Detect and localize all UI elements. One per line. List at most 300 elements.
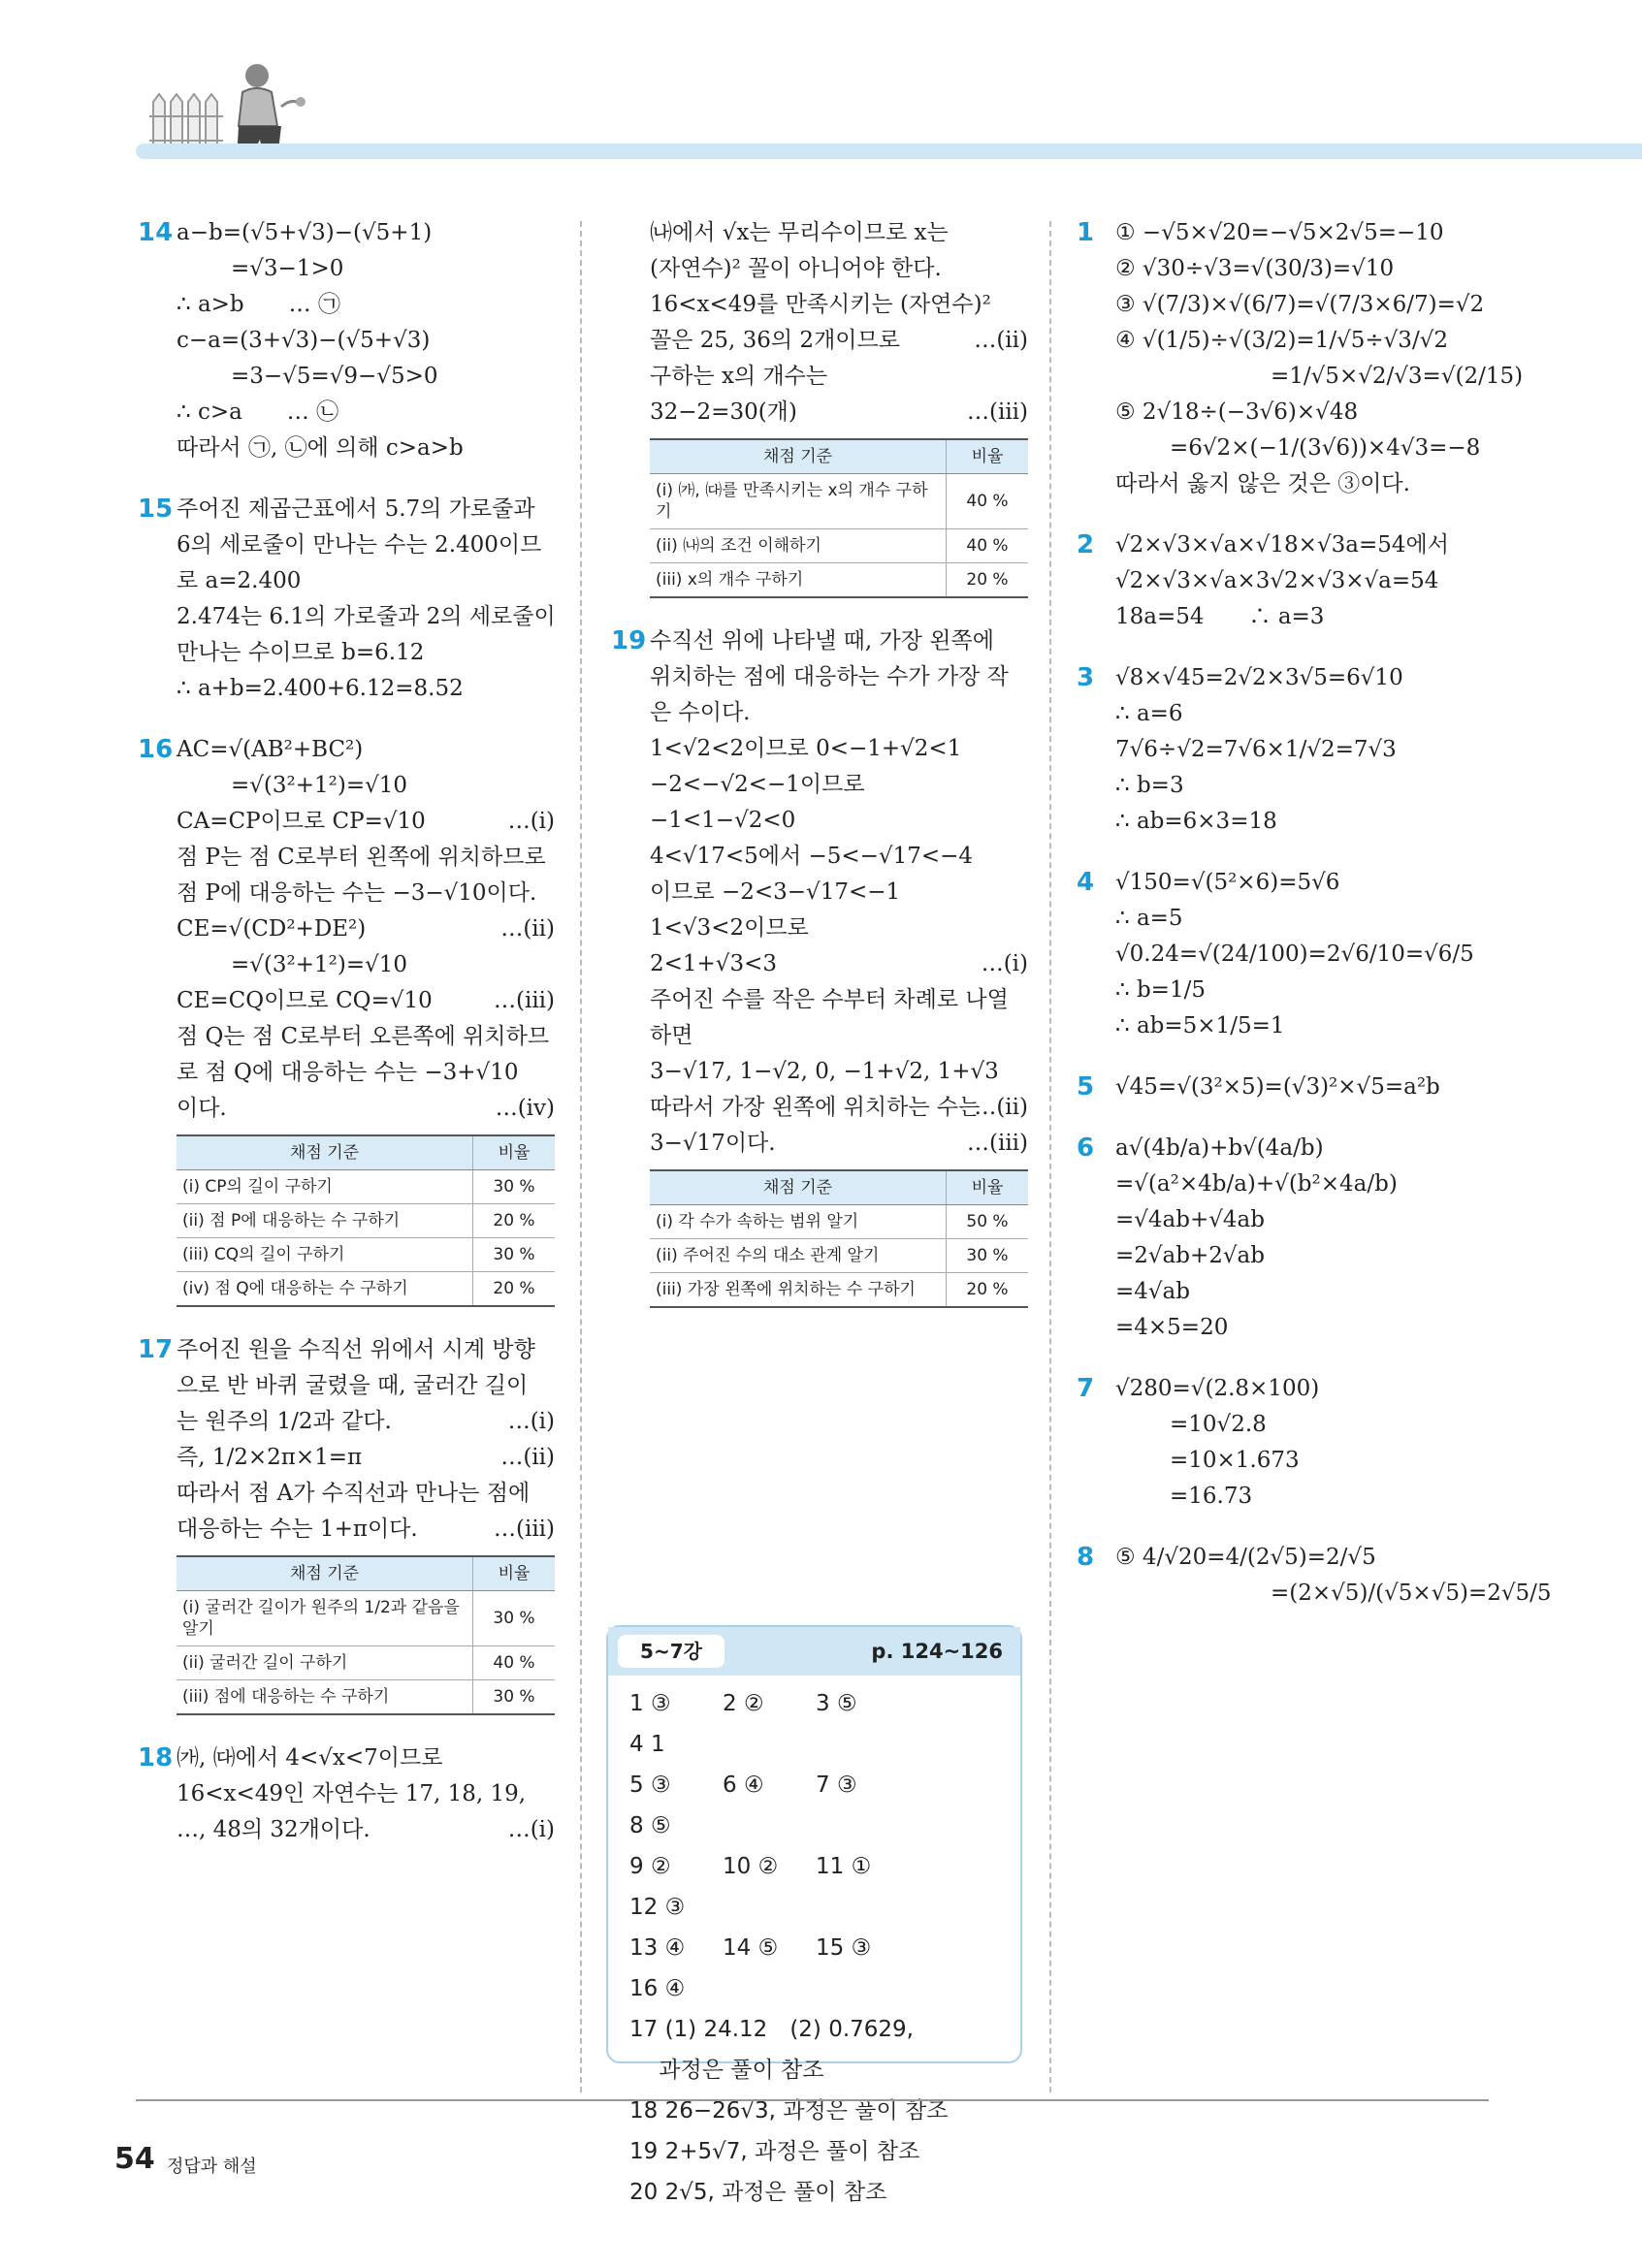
- scoring-ratio: 40 %: [947, 529, 1029, 563]
- solution-line: [650, 623, 1028, 659]
- scoring-table: [177, 1555, 555, 1715]
- solution-line: [650, 215, 1028, 251]
- answer-cell: 3 ⑤: [816, 1691, 857, 1716]
- step-marker: …(ii): [500, 916, 555, 942]
- scoring-criterion: (iii) 점에 대응하는 수 구하기: [177, 1680, 473, 1715]
- solution-line: [177, 395, 555, 431]
- solution-line: [177, 1476, 555, 1512]
- solution-line: [650, 1090, 1028, 1126]
- solution-line: [650, 695, 1028, 731]
- scoring-row: [650, 1205, 1028, 1239]
- solution-text: 즉, 1/2×2π×1=π: [177, 1445, 363, 1470]
- solution-text: ③ √(7/3)×√(6/7)=√(7/3×6/7)=√2: [1115, 292, 1485, 317]
- solution-line: [1115, 215, 1494, 251]
- problem-number: 3: [1077, 663, 1095, 692]
- problem-14: [138, 215, 555, 466]
- step-marker: …(iii): [966, 1131, 1028, 1156]
- solution-line: [177, 323, 555, 359]
- solution-line: [177, 768, 555, 804]
- step-marker: …(i): [507, 1409, 555, 1434]
- solution-text: =√3−1>0: [231, 256, 344, 281]
- solution-text: 6의 세로줄이 만나는 수는 2.400이므: [177, 532, 542, 558]
- solution-text: 하면: [650, 1023, 693, 1048]
- scoring-ratio: 30 %: [473, 1680, 556, 1715]
- problem-19: [611, 623, 1028, 1308]
- solution-text: =(2×√5)/(√5×√5)=2√5/5: [1271, 1581, 1552, 1606]
- solution-line: [177, 1332, 555, 1368]
- solution-line: [1115, 1479, 1494, 1515]
- solution-line: [1115, 466, 1494, 502]
- solution-line: [1115, 1407, 1494, 1443]
- solution-text: 2.474는 6.1의 가로줄과 2의 세로줄이: [177, 604, 556, 629]
- solution-text: 수직선 위에 나타낼 때, 가장 왼쪽에: [650, 628, 994, 654]
- solution-line: [1115, 696, 1494, 732]
- answer-cell: 15 ③: [816, 1935, 872, 1961]
- solution-line: [650, 946, 1028, 982]
- solution-line: [1115, 1008, 1494, 1044]
- solution-line: [177, 1019, 555, 1055]
- problem-number: 16: [138, 735, 174, 764]
- solution-line: [1115, 1443, 1494, 1479]
- scoring-criterion: (iv) 점 Q에 대응하는 수 구하기: [177, 1272, 473, 1307]
- solution-line: [177, 1812, 555, 1848]
- solution-text: 7√6÷√2=7√6×1/√2=7√3: [1115, 737, 1397, 762]
- problem-number: 5: [1077, 1072, 1095, 1102]
- solution-line: [177, 1091, 555, 1127]
- solution-text: 이므로 −2<3−√17<−1: [650, 879, 901, 905]
- step-marker: …(ii): [500, 1445, 555, 1470]
- scoring-criterion: (iii) CQ의 길이 구하기: [177, 1238, 473, 1272]
- solution-text: =2√ab+2√ab: [1115, 1243, 1265, 1268]
- scoring-table: [177, 1134, 555, 1307]
- solution-text: ② √30÷√3=√(30/3)=√10: [1115, 256, 1395, 281]
- problem-number: 18: [138, 1743, 174, 1773]
- solution-text: ∴ c>a … ㉡: [177, 399, 339, 425]
- scoring-criterion: (ii) 점 P에 대응하는 수 구하기: [177, 1204, 473, 1238]
- answer-line: 과정은 풀이 참조: [629, 2058, 824, 2083]
- problem-number: 8: [1077, 1543, 1095, 1572]
- solution-text: 4<√17<5에서 −5<−√17<−4: [650, 844, 974, 869]
- problem-number: 4: [1077, 868, 1095, 897]
- step-marker: …(iii): [493, 1517, 555, 1542]
- solution-line: [1115, 1238, 1494, 1274]
- scoring-header-ratio: 비율: [473, 1135, 556, 1170]
- solution-text: =10√2.8: [1170, 1412, 1267, 1437]
- scoring-header-ratio: 비율: [473, 1556, 556, 1591]
- solution-line: [650, 659, 1028, 695]
- answer-5: [1077, 1070, 1494, 1105]
- page-number: 54: [114, 2142, 155, 2176]
- scoring-criterion: (iii) x의 개수 구하기: [650, 563, 947, 598]
- solution-line: [650, 359, 1028, 395]
- solution-text: 16<x<49를 만족시키는 (자연수)²: [650, 292, 991, 317]
- solution-line: [650, 251, 1028, 287]
- solution-text: CA=CP이므로 CP=√10: [177, 809, 426, 834]
- solution-text: CE=CQ이므로 CQ=√10: [177, 988, 433, 1013]
- answer-line: 17 (1) 24.12 (2) 0.7629,: [629, 2017, 914, 2042]
- solution-text: 따라서 옳지 않은 것은 ③이다.: [1115, 471, 1410, 496]
- answer-1: [1077, 215, 1524, 502]
- solution-text: ∴ a+b=2.400+6.12=8.52: [177, 676, 464, 701]
- solution-line: [1115, 563, 1494, 599]
- solution-line: [650, 767, 1028, 803]
- answer-row: [629, 1765, 999, 1846]
- solution-text: 따라서 ㉠, ㉡에 의해 c>a>b: [177, 435, 464, 461]
- solution-text: =6√2×(−1/(3√6))×4√3=−8: [1170, 435, 1481, 461]
- scoring-criterion: (i) 굴러간 길이가 원주의 1/2과 같음을 알기: [177, 1591, 473, 1646]
- solution-line: [177, 840, 555, 876]
- scoring-ratio: 30 %: [473, 1591, 556, 1646]
- scoring-table: [650, 438, 1028, 598]
- solution-text: ∴ a=5: [1115, 906, 1183, 931]
- solution-line: [177, 983, 555, 1019]
- answer-cell: 12 ③: [629, 1895, 686, 1920]
- solution-text: 2<1+√3<3: [650, 951, 778, 976]
- answer-key-header: [608, 1627, 1020, 1676]
- page-range: p. 124~126: [871, 1640, 1003, 1663]
- solution-text: ㈏에서 √x는 무리수이므로 x는: [650, 220, 949, 245]
- scoring-row: [177, 1238, 555, 1272]
- scoring-ratio: 30 %: [473, 1170, 556, 1204]
- scoring-criterion: (ii) 주어진 수의 대소 관계 알기: [650, 1239, 947, 1273]
- problem-number: 1: [1077, 218, 1095, 247]
- solution-text: =4√ab: [1115, 1279, 1190, 1304]
- solution-line: [650, 323, 1028, 359]
- solution-line: [1115, 287, 1494, 323]
- solution-line: [1115, 599, 1494, 635]
- solution-text: a−b=(√5+√3)−(√5+1): [177, 220, 433, 245]
- answer-row: [629, 1928, 999, 2009]
- solution-line: [650, 1054, 1028, 1090]
- scoring-row: [177, 1680, 555, 1715]
- problem-number: 14: [138, 218, 174, 247]
- solution-text: 1<√3<2이므로: [650, 915, 809, 941]
- solution-text: 는 원주의 1/2과 같다.: [177, 1409, 392, 1434]
- solution-line: [177, 599, 555, 635]
- answer-cell: 13 ④: [629, 1935, 686, 1961]
- solution-text: 꼴은 25, 36의 2개이므로: [650, 328, 900, 353]
- solution-line: [1115, 901, 1494, 937]
- answer-cell: 16 ④: [629, 1976, 686, 2001]
- answer-cell: 4 1: [629, 1732, 665, 1757]
- answer-cell: 7 ③: [816, 1773, 857, 1798]
- column-divider: [1049, 221, 1051, 2092]
- solution-text: 구하는 x의 개수는: [650, 364, 828, 389]
- step-marker: …(i): [981, 951, 1028, 976]
- solution-text: ⑤ 4/√20=4/(2√5)=2/√5: [1115, 1545, 1376, 1570]
- solution-line: [1115, 251, 1494, 287]
- scoring-row: [177, 1170, 555, 1204]
- solution-line: [1115, 1540, 1494, 1576]
- solution-text: 3−√17, 1−√2, 0, −1+√2, 1+√3: [650, 1059, 999, 1084]
- footer-rule: [136, 2099, 1489, 2101]
- solution-text: a√(4b/a)+b√(4a/b): [1115, 1135, 1324, 1161]
- answer-cell: 10 ②: [723, 1854, 779, 1879]
- solution-text: =√(a²×4b/a)+√(b²×4a/b): [1115, 1171, 1398, 1197]
- scoring-ratio: 20 %: [473, 1204, 556, 1238]
- solution-line: [177, 251, 555, 287]
- solution-line: [650, 395, 1028, 431]
- scoring-header-criteria: 채점 기준: [177, 1135, 473, 1170]
- answer-6: [1077, 1131, 1494, 1346]
- solution-text: 따라서 가장 왼쪽에 위치하는 수는: [650, 1095, 981, 1120]
- solution-text: …, 48의 32개이다.: [177, 1817, 370, 1842]
- solution-text: 주어진 수를 작은 수부터 차례로 나열: [650, 987, 1009, 1012]
- scoring-header-criteria: 채점 기준: [177, 1556, 473, 1591]
- solution-text: 대응하는 수는 1+π이다.: [177, 1517, 418, 1542]
- column-middle: [611, 215, 1028, 1333]
- solution-line: [177, 947, 555, 983]
- solution-line: [650, 731, 1028, 767]
- solution-line: [1115, 395, 1494, 431]
- scoring-row: [650, 1273, 1028, 1308]
- solution-text: −2<−√2<−1이므로: [650, 772, 865, 797]
- solution-text: 주어진 제곱근표에서 5.7의 가로줄과: [177, 496, 535, 522]
- solution-text: 로 점 Q에 대응하는 수는 −3+√10: [177, 1060, 519, 1085]
- solution-line: [1115, 323, 1494, 359]
- answer-line: 18 26−26√3, 과정은 풀이 참조: [629, 2098, 949, 2124]
- solution-text: 16<x<49인 자연수는 17, 18, 19,: [177, 1781, 527, 1806]
- solution-line: [177, 1440, 555, 1476]
- solution-text: ∴ a=6: [1115, 701, 1183, 726]
- answer-cell: 6 ④: [723, 1773, 764, 1798]
- solution-text: √45=√(3²×5)=(√3)²×√5=a²b: [1115, 1074, 1440, 1100]
- solution-line: [1115, 1371, 1494, 1407]
- solution-line: [650, 910, 1028, 946]
- solution-line: [650, 803, 1028, 839]
- step-marker: …(ii): [974, 1095, 1028, 1120]
- solution-text: (자연수)² 꼴이 아니어야 한다.: [650, 256, 942, 281]
- scoring-row: [650, 563, 1028, 598]
- solution-text: √150=√(5²×6)=5√6: [1115, 870, 1340, 895]
- solution-line: [1115, 1576, 1552, 1612]
- solution-text: ∴ a>b … ㉠: [177, 292, 340, 317]
- solution-line: [1115, 768, 1494, 804]
- column-right: [1077, 215, 1552, 1637]
- scoring-criterion: (i) 각 수가 속하는 범위 알기: [650, 1205, 947, 1239]
- solution-line: [1115, 527, 1494, 563]
- answer-3: [1077, 660, 1494, 840]
- solution-line: [177, 1512, 555, 1548]
- solution-text: ④ √(1/5)÷√(3/2)=1/√5÷√3/√2: [1115, 328, 1448, 353]
- solution-text: c−a=(3+√3)−(√5+√3): [177, 328, 431, 353]
- column-divider: [580, 221, 582, 2092]
- answer-cell: 11 ①: [816, 1854, 872, 1879]
- solution-line: [177, 1776, 555, 1812]
- answer-key-box: [606, 1625, 1022, 2205]
- step-marker: …(iii): [966, 399, 1028, 425]
- solution-line: [1115, 804, 1494, 840]
- solution-line: [177, 911, 555, 947]
- solution-line: [177, 431, 555, 466]
- answer-cell: 8 ⑤: [629, 1813, 671, 1838]
- answer-cell: 5 ③: [629, 1773, 671, 1798]
- problem-number: 2: [1077, 530, 1095, 559]
- solution-text: AC=√(AB²+BC²): [177, 737, 364, 762]
- solution-line: [650, 1126, 1028, 1162]
- scoring-criterion: (i) ㈎, ㈐를 만족시키는 x의 개수 구하기: [650, 474, 947, 529]
- scoring-row: [177, 1646, 555, 1680]
- scoring-header-criteria: 채점 기준: [650, 439, 947, 474]
- solution-text: 따라서 점 A가 수직선과 만나는 점에: [177, 1481, 531, 1506]
- problem-number: 15: [138, 495, 174, 524]
- solution-text: √2×√3×√a×√18×√3a=54에서: [1115, 532, 1449, 558]
- lesson-tab: 5~7강: [618, 1635, 724, 1668]
- solution-line: [177, 804, 555, 840]
- solution-line: [177, 635, 555, 671]
- answer-4: [1077, 865, 1494, 1044]
- solution-line: [1115, 732, 1494, 768]
- solution-text: 로 a=2.400: [177, 568, 302, 593]
- scoring-row: [650, 1239, 1028, 1273]
- solution-line: [177, 1055, 555, 1091]
- problem-number: 6: [1077, 1134, 1095, 1163]
- solution-text: =√(3²+1²)=√10: [231, 773, 408, 798]
- solution-text: =√(3²+1²)=√10: [231, 952, 408, 977]
- problem-17: [138, 1332, 555, 1715]
- solution-text: ∴ ab=5×1/5=1: [1115, 1013, 1285, 1038]
- solution-line: [1115, 359, 1524, 395]
- scoring-ratio: 40 %: [947, 474, 1029, 529]
- solution-line: [1115, 1310, 1494, 1346]
- answer-2: [1077, 527, 1494, 635]
- solution-line: [177, 215, 555, 251]
- solution-text: 주어진 원을 수직선 위에서 시계 방향: [177, 1337, 535, 1362]
- solution-line: [177, 527, 555, 563]
- solution-line: [177, 563, 555, 599]
- answer-line: 20 2√5, 과정은 풀이 참조: [629, 2180, 887, 2205]
- scoring-criterion: (i) CP의 길이 구하기: [177, 1170, 473, 1204]
- solution-line: [177, 732, 555, 768]
- scoring-ratio: 20 %: [947, 563, 1029, 598]
- solution-text: −1<1−√2<0: [650, 808, 796, 833]
- scoring-ratio: 50 %: [947, 1205, 1029, 1239]
- scoring-criterion: (iii) 가장 왼쪽에 위치하는 수 구하기: [650, 1273, 947, 1308]
- answer-8: [1077, 1540, 1552, 1612]
- solution-text: √8×√45=2√2×3√5=6√10: [1115, 665, 1403, 690]
- solution-text: CE=√(CD²+DE²): [177, 916, 367, 942]
- problem-number: 7: [1077, 1374, 1095, 1403]
- problem-18: [138, 1741, 555, 1848]
- solution-line: [1115, 865, 1494, 901]
- step-marker: …(i): [507, 809, 555, 834]
- solution-text: =10×1.673: [1170, 1448, 1300, 1473]
- solution-text: =1/√5×√2/√3=√(2/15): [1271, 364, 1524, 389]
- column-left: [138, 215, 555, 1873]
- step-marker: …(ii): [974, 328, 1028, 353]
- scoring-criterion: (ii) ㈏의 조건 이해하기: [650, 529, 947, 563]
- solution-line: [1115, 1166, 1494, 1202]
- solution-text: √2×√3×√a×3√2×√3×√a=54: [1115, 568, 1439, 593]
- footer-label: 정답과 해설: [167, 2156, 257, 2177]
- solution-line: [177, 876, 555, 911]
- solution-text: =16.73: [1170, 1484, 1253, 1509]
- solution-text: 1<√2<2이므로 0<−1+√2<1: [650, 736, 962, 761]
- answer-row: [629, 1683, 999, 1765]
- scoring-ratio: 20 %: [473, 1272, 556, 1307]
- scoring-ratio: 40 %: [473, 1646, 556, 1680]
- answer-cell: 9 ②: [629, 1854, 671, 1879]
- solution-text: =√4ab+√4ab: [1115, 1207, 1265, 1232]
- solution-line: [650, 1018, 1028, 1054]
- solution-line: [177, 671, 555, 707]
- solution-text: =4×5=20: [1115, 1315, 1229, 1340]
- answer-cell: 2 ②: [723, 1691, 764, 1716]
- solution-text: ㈎, ㈐에서 4<√x<7이므로: [177, 1745, 443, 1771]
- answer-row: [629, 1846, 999, 1928]
- solution-line: [650, 982, 1028, 1018]
- solution-line: [1115, 937, 1494, 973]
- scoring-header-criteria: 채점 기준: [650, 1170, 947, 1205]
- solution-line: [177, 1404, 555, 1440]
- solution-line: [177, 287, 555, 323]
- solution-text: ⑤ 2√18÷(−3√6)×√48: [1115, 399, 1359, 425]
- solution-text: 32−2=30(개): [650, 399, 797, 425]
- solution-line: [650, 839, 1028, 875]
- scoring-row: [177, 1591, 555, 1646]
- answer-line: 19 2+5√7, 과정은 풀이 참조: [629, 2139, 920, 2164]
- scoring-criterion: (ii) 굴러간 길이 구하기: [177, 1646, 473, 1680]
- scoring-header-ratio: 비율: [947, 1170, 1029, 1205]
- solution-text: 으로 반 바퀴 굴렸을 때, 굴러간 길이: [177, 1373, 529, 1398]
- step-marker: …(iii): [493, 988, 555, 1013]
- answer-cell: 1 ③: [629, 1691, 671, 1716]
- solution-text: ∴ b=3: [1115, 773, 1184, 798]
- scoring-row: [177, 1272, 555, 1307]
- solution-text: ∴ b=1/5: [1115, 977, 1206, 1003]
- solution-text: √280=√(2.8×100): [1115, 1376, 1320, 1401]
- header-bar: [136, 144, 1642, 159]
- step-marker: …(iv): [495, 1096, 555, 1121]
- solution-text: 만나는 수이므로 b=6.12: [177, 640, 425, 665]
- solution-line: [1115, 1274, 1494, 1310]
- solution-line: [1115, 973, 1494, 1008]
- problem-number: 17: [138, 1335, 174, 1364]
- scoring-row: [650, 474, 1028, 529]
- scoring-row: [650, 529, 1028, 563]
- solution-text: 점 P에 대응하는 수는 −3−√10이다.: [177, 880, 537, 906]
- step-marker: …(i): [507, 1817, 555, 1842]
- problem-15: [138, 492, 555, 707]
- problem-16: [138, 732, 555, 1307]
- scoring-table: [650, 1169, 1028, 1308]
- solution-line: [650, 875, 1028, 910]
- solution-text: 18a=54 ∴ a=3: [1115, 604, 1325, 629]
- solution-text: 점 P는 점 C로부터 왼쪽에 위치하므로: [177, 845, 546, 870]
- solution-line: [177, 1741, 555, 1776]
- scoring-ratio: 30 %: [473, 1238, 556, 1272]
- solution-text: ∴ ab=6×3=18: [1115, 809, 1277, 834]
- solution-text: ① −√5×√20=−√5×2√5=−10: [1115, 220, 1444, 245]
- solution-text: √0.24=√(24/100)=2√6/10=√6/5: [1115, 942, 1474, 967]
- solution-line: [1115, 1131, 1494, 1166]
- solution-line: [177, 359, 555, 395]
- solution-text: 이다.: [177, 1096, 227, 1121]
- scoring-ratio: 30 %: [947, 1239, 1029, 1273]
- solution-line: [177, 492, 555, 527]
- scoring-header-ratio: 비율: [947, 439, 1029, 474]
- answer-cell: 14 ⑤: [723, 1935, 779, 1961]
- problem-18-continued: [611, 215, 1028, 598]
- solution-line: [1115, 660, 1494, 696]
- solution-line: [1115, 431, 1494, 466]
- solution-text: 점 Q는 점 C로부터 오른쪽에 위치하므: [177, 1024, 550, 1049]
- solution-text: 3−√17이다.: [650, 1131, 776, 1156]
- scoring-row: [177, 1204, 555, 1238]
- solution-text: 은 수이다.: [650, 700, 751, 725]
- solution-line: [650, 287, 1028, 323]
- solution-line: [177, 1368, 555, 1404]
